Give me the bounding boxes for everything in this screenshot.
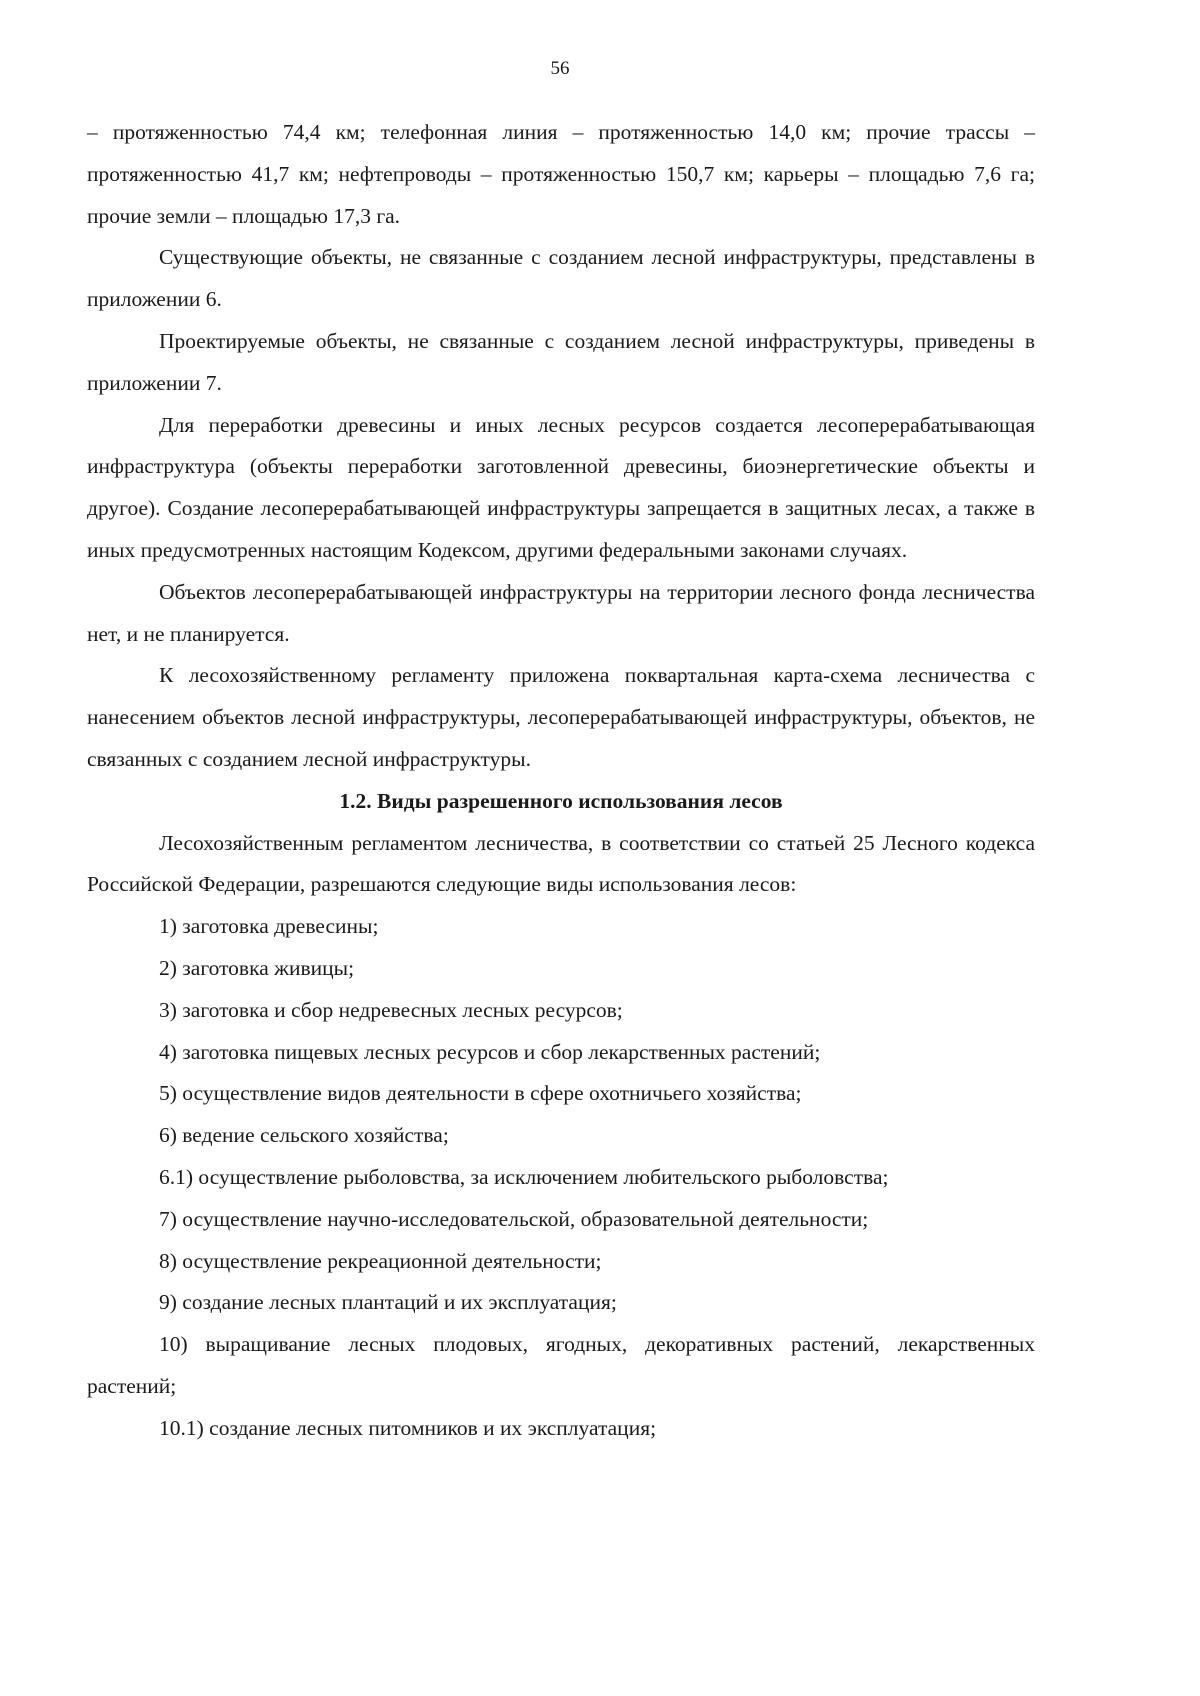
paragraph-no-processing-objects: Объектов лесоперерабатывающей инфраструктуры на территории лесного фонда лесничества нет, и не планируется.	[87, 579, 1035, 646]
section-intro: Лесохозяйственным регламентом лесничества, в соответствии со статьей 25 Лесного кодекса Российской Федерации, разрешаются следующие виды использования лесов:	[87, 830, 1035, 897]
list-item: 10.1) создание лесных питомников и их эксплуатация;	[159, 1415, 657, 1440]
list-item: 8) осуществление рекреационной деятельности;	[159, 1248, 602, 1273]
paragraph-existing-objects: Существующие объекты, не связанные с созданием лесной инфраструктуры, представлены в приложении 6.	[87, 245, 1035, 312]
list-item: 6.1) осуществление рыболовства, за исключением любительского рыболовства;	[159, 1164, 889, 1189]
list-item: 1) заготовка древесины;	[159, 914, 379, 939]
paragraph-processing-infrastructure: Для переработки древесины и иных лесных ресурсов создается лесоперерабатывающая инфраструктура (объекты переработки заготовленной древесины, биоэнергетические объекты и другое). Создание лесоперерабатывающей инфраструктуры запрещается в защитных лесах, а также в иных предусмотренных настоящим Кодексом, другими федеральными законами случаях.	[87, 412, 1035, 562]
page-content	[87, 112, 1035, 1450]
uses-list	[87, 906, 1035, 1449]
list-item: 10) выращивание лесных плодовых, ягодных, декоративных растений, лекарственных растений;	[87, 1332, 1035, 1398]
paragraph-map-scheme: К лесохозяйственному регламенту приложена поквартальная карта-схема лесничества с нанесением объектов лесной инфраструктуры, лесоперерабатывающей инфраструктуры, объектов, не связанных с созданием лесной инфраструктуры.	[87, 663, 1035, 771]
list-item: 9) создание лесных плантаций и их эксплуатация;	[159, 1290, 617, 1315]
list-item: 7) осуществление научно-исследовательской, образовательной деятельности;	[159, 1206, 869, 1231]
list-item: 5) осуществление видов деятельности в сфере охотничьего хозяйства;	[159, 1081, 802, 1106]
list-item: 4) заготовка пищевых лесных ресурсов и сбор лекарственных растений;	[159, 1039, 821, 1064]
list-item: 2) заготовка живицы;	[159, 955, 355, 980]
paragraph-planned-objects: Проектируемые объекты, не связанные с созданием лесной инфраструктуры, приведены в приложении 7.	[87, 328, 1035, 395]
section-heading: 1.2. Виды разрешенного использования лесов	[339, 788, 783, 813]
page-number: 56	[550, 58, 570, 79]
paragraph-continuation: – протяженностью 74,4 км; телефонная линия – протяженностью 14,0 км; прочие трассы – протяженностью 41,7 км; нефтепроводы – протяженностью 150,7 км; карьеры – площадью 7,6 га; прочие земли – площадью 17,3 га.	[87, 120, 1035, 228]
list-item: 3) заготовка и сбор недревесных лесных ресурсов;	[159, 997, 623, 1022]
list-item: 6) ведение сельского хозяйства;	[159, 1123, 449, 1148]
